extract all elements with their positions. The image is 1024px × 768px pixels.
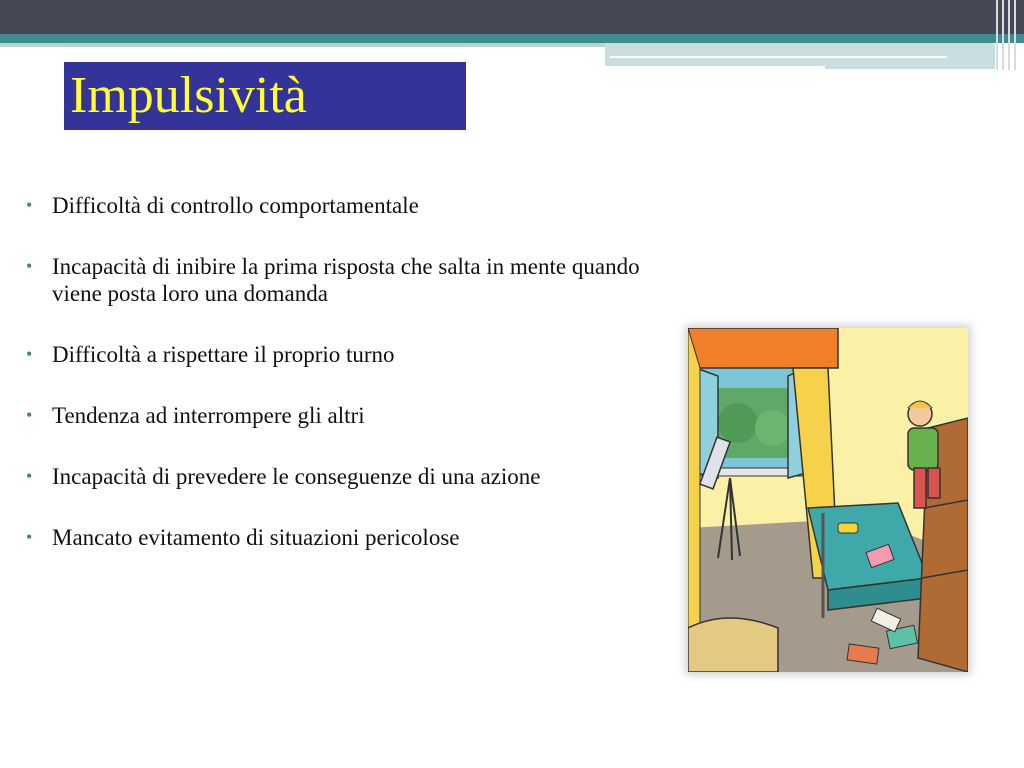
- bullet-item: [26, 463, 686, 490]
- bullet-icon: •: [26, 256, 33, 276]
- bullet-icon: •: [26, 466, 33, 486]
- accent-line: [605, 66, 825, 69]
- teal-accent-bar: [0, 34, 1024, 43]
- slide-title: Impulsività: [70, 67, 307, 124]
- bedroom-illustration-svg: [688, 328, 968, 672]
- bullet-list: [26, 192, 686, 585]
- bullet-item: [26, 524, 686, 551]
- top-bar: [0, 0, 1024, 34]
- bullet-text: Tendenza ad interrompere gli altri: [52, 403, 365, 428]
- bullet-text: Incapacità di inibire la prima risposta che salta in mente quando viene posta loro una domanda: [52, 254, 640, 306]
- light-accent-bar: [0, 43, 605, 47]
- bullet-item: [26, 192, 686, 219]
- bullet-icon: •: [26, 527, 33, 547]
- title-box: [64, 62, 466, 130]
- bedroom-illustration: [688, 328, 968, 672]
- bullet-item: [26, 253, 686, 307]
- bullet-icon: •: [26, 405, 33, 425]
- bullet-item: [26, 402, 686, 429]
- bullet-text: Difficoltà di controllo comportamentale: [52, 193, 419, 218]
- bullet-icon: •: [26, 344, 33, 364]
- corner-stripes: [994, 0, 1024, 70]
- bullet-text: Incapacità di prevedere le conseguenze di una azione: [52, 464, 541, 489]
- bullet-item: [26, 341, 686, 368]
- bullet-icon: •: [26, 195, 33, 215]
- accent-line: [610, 56, 947, 58]
- bullet-text: Mancato evitamento di situazioni pericolose: [52, 525, 460, 550]
- bullet-text: Difficoltà a rispettare il proprio turno: [52, 342, 395, 367]
